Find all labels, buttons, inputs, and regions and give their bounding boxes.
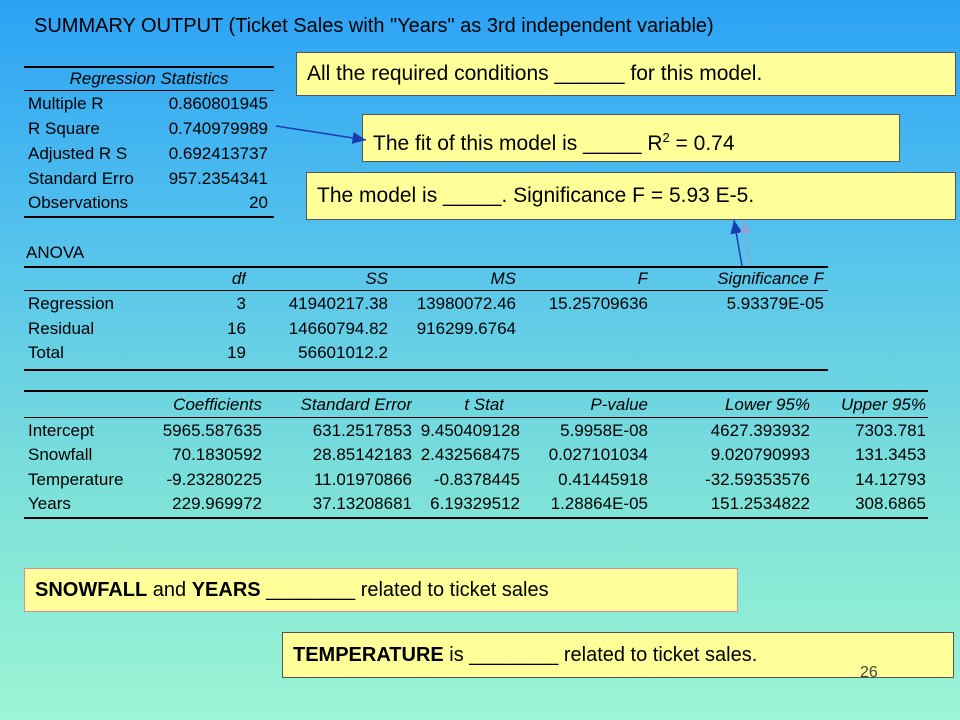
temperature-callout-rest: is ________ related to ticket sales. (443, 644, 758, 666)
anova-col-header: Significance F (717, 269, 824, 288)
anova-cell: 13980072.46 (416, 294, 516, 313)
anova-cell: 5.93379E-05 (726, 294, 824, 313)
reg-stat-label: Standard Erro (28, 169, 134, 188)
anova-cell: 916299.6764 (416, 319, 516, 338)
r-square-arrow (276, 126, 366, 140)
temperature-keyword: TEMPERATURE (293, 644, 444, 666)
fit-callout-value: = 0.74 (669, 132, 735, 155)
reg-stat-label: Adjusted R S (28, 144, 128, 163)
model-callout-text: The model is _____. Significance F = 5.93 E-5. (317, 184, 755, 207)
reg-stat-value: 0.740979989 (168, 119, 268, 138)
coef-cell: -9.23280225 (166, 470, 262, 489)
anova-cell: 15.25709636 (548, 294, 648, 313)
coef-col-header: P-value (590, 395, 648, 414)
reg-stat-label: R Square (28, 119, 100, 138)
coef-cell: 5.9958E-08 (560, 421, 648, 440)
snowfall-years-rest: ________ related to ticket sales (260, 579, 549, 601)
conditions-callout-text: All the required conditions ______ for this model. (307, 62, 763, 85)
anova-col-header: F (637, 269, 648, 288)
coef-cell: 5965.587635 (162, 421, 262, 440)
coef-cell: 9.020790993 (710, 445, 810, 464)
coef-cell: 131.3453 (855, 445, 926, 464)
anova-cell: 56601012.2 (298, 343, 388, 362)
anova-col-header: MS (490, 269, 516, 288)
coef-cell: -32.59353576 (705, 470, 810, 489)
coef-cell: 1.28864E-05 (550, 494, 648, 513)
regression-statistics-header: Regression Statistics (69, 69, 229, 88)
coef-cell: -0.8378445 (433, 470, 520, 489)
coef-row-label: Years (28, 494, 71, 513)
coef-cell: 70.1830592 (172, 445, 262, 464)
fit-callout-text: The fit of this model is _____ R (373, 132, 663, 155)
coef-row-label: Snowfall (28, 445, 93, 464)
coef-cell: 4627.393932 (710, 421, 810, 440)
coef-cell: 0.027101034 (548, 445, 648, 464)
coef-col-header: Lower 95% (724, 395, 810, 414)
years-keyword: YEARS (191, 579, 261, 601)
coef-cell: 229.969972 (172, 494, 262, 513)
reg-stat-value: 957.2354341 (168, 169, 268, 188)
coef-col-header: Standard Error (300, 395, 412, 414)
snowfall-keyword: SNOWFALL (35, 579, 148, 601)
coef-cell: 151.2534822 (710, 494, 810, 513)
coef-cell: 7303.781 (855, 421, 926, 440)
significance-arrow-shadow (744, 220, 750, 266)
slide-title: SUMMARY OUTPUT (Ticket Sales with "Years" as 3rd independent variable) (34, 15, 714, 37)
coef-row-label: Temperature (28, 470, 124, 489)
reg-stat-label: Observations (28, 193, 129, 212)
reg-stat-label: Multiple R (28, 94, 104, 113)
coef-cell: 9.450409128 (420, 421, 520, 440)
fit-callout-superscript: 2 (662, 130, 670, 145)
coef-row-label: Intercept (28, 421, 95, 440)
coef-col-header: t Stat (464, 395, 504, 414)
reg-stat-value: 20 (249, 193, 268, 212)
reg-stat-value: 0.860801945 (168, 94, 268, 113)
coef-col-header: Upper 95% (840, 395, 926, 414)
reg-stat-value: 0.692413737 (168, 144, 268, 163)
anova-col-header: df (231, 269, 246, 288)
snowfall-conjunction: and (147, 579, 192, 601)
anova-title: ANOVA (26, 243, 85, 262)
anova-cell: 19 (227, 343, 246, 362)
coef-cell: 11.01970866 (313, 470, 412, 489)
coef-cell: 0.41445918 (558, 470, 648, 489)
anova-cell: 14660794.82 (288, 319, 388, 338)
coef-cell: 28.85142183 (312, 445, 412, 464)
coef-cell: 37.13208681 (312, 494, 412, 513)
anova-row-label: Regression (28, 294, 114, 313)
anova-cell: 41940217.38 (288, 294, 388, 313)
anova-row-label: Residual (28, 319, 95, 338)
anova-cell: 3 (236, 294, 246, 313)
anova-cell: 16 (227, 319, 246, 338)
page-number: 26 (860, 664, 878, 681)
coef-cell: 2.432568475 (420, 445, 520, 464)
coef-cell: 308.6865 (855, 494, 926, 513)
coef-col-header: Coefficients (173, 395, 262, 414)
anova-row-label: Total (28, 343, 64, 362)
significance-arrow (734, 220, 742, 266)
anova-col-header: SS (365, 269, 388, 288)
coef-cell: 14.12793 (855, 470, 926, 489)
coef-cell: 6.19329512 (430, 494, 520, 513)
coef-cell: 631.2517853 (312, 421, 412, 440)
